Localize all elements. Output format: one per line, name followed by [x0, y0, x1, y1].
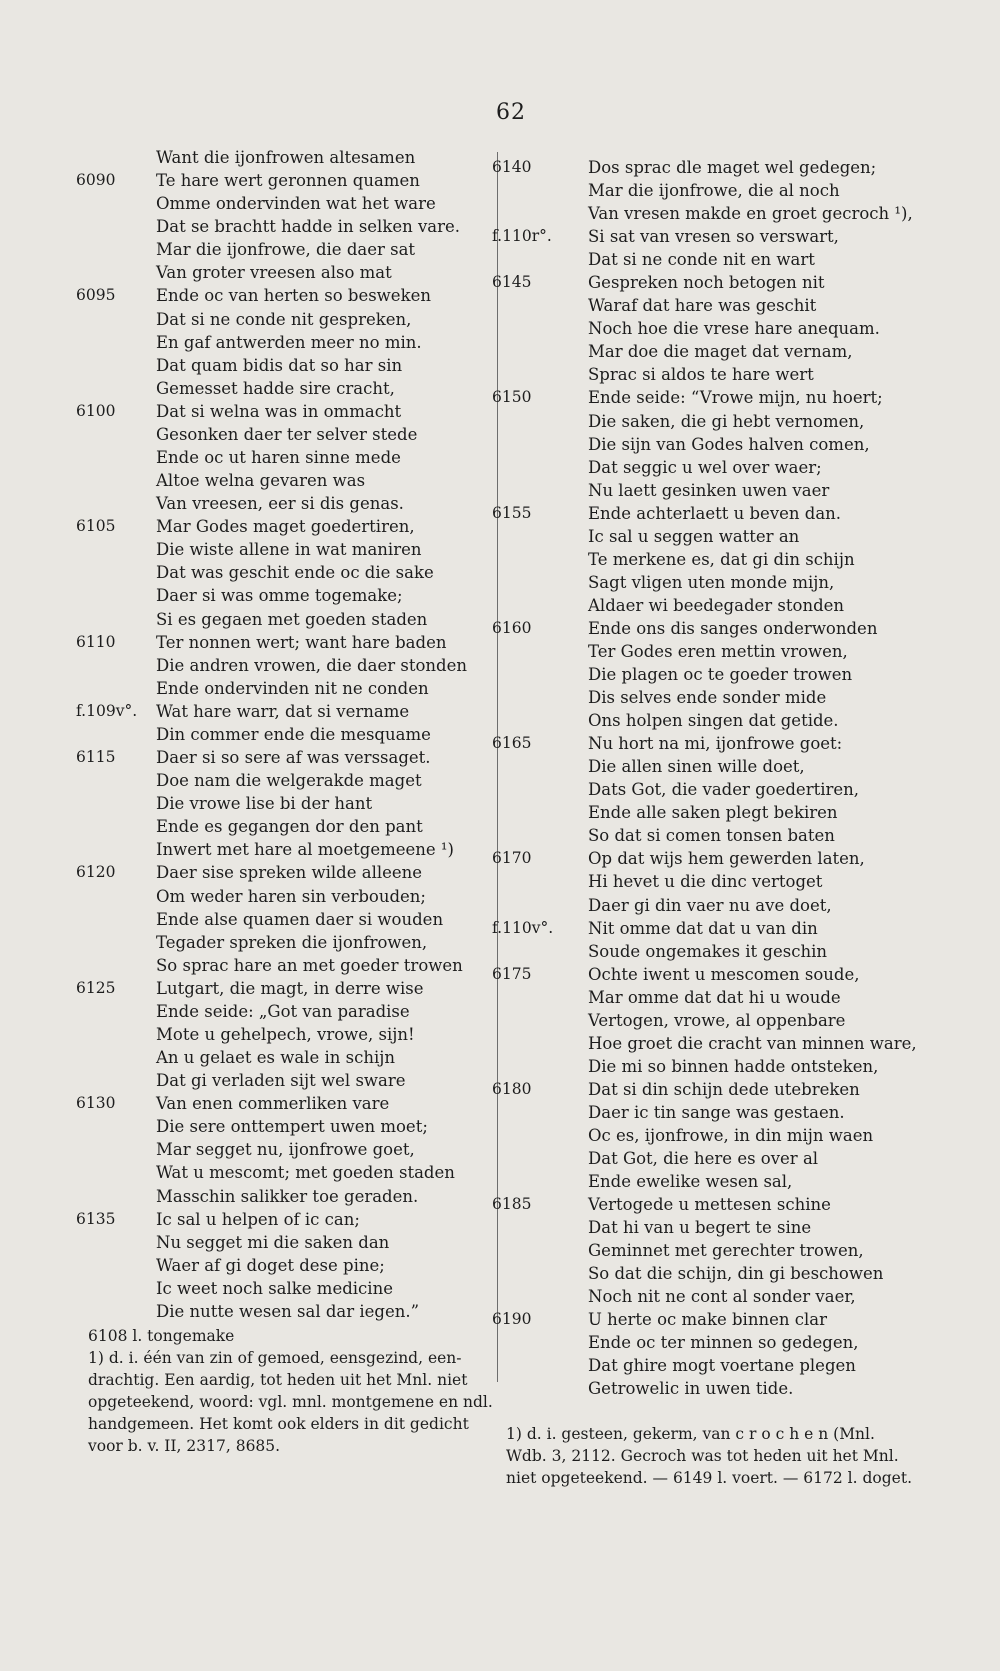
- line-number: 6105: [76, 517, 116, 536]
- verse-line: [492, 1078, 916, 1101]
- footnote-line: Wdb. 3, 2112. Gecroch was tot heden uit het Mnl.: [506, 1447, 899, 1465]
- verse-text: An u gelaet es wale in schijn: [156, 1048, 395, 1068]
- verse-text: Dat se brachtt hadde in selken vare.: [156, 217, 461, 237]
- verse-line: [506, 778, 916, 801]
- verse-text: Mar doe die maget dat vernam,: [588, 342, 853, 362]
- verse-text: Ochte iwent u mescomen soude,: [588, 964, 860, 984]
- verse-text: So sprac hare an met goeder trowen: [156, 955, 463, 975]
- verse-text: Dat hi van u begert te sine: [588, 1218, 812, 1238]
- verse-line: [506, 410, 916, 433]
- verse-text: Wat hare warr, dat si vername: [156, 701, 410, 721]
- verse-line: [506, 1239, 916, 1262]
- verse-text: Die nutte wesen sal dar iegen.”: [156, 1301, 420, 1321]
- verse-line: [88, 1300, 488, 1323]
- verse-text: Die vrowe lise bi der hant: [156, 794, 373, 814]
- verse-line: [88, 192, 488, 215]
- line-number: 6145: [492, 273, 532, 292]
- verse-line: [506, 179, 916, 202]
- verse-line: [506, 317, 916, 340]
- verse-text: Te hare wert geronnen quamen: [156, 171, 420, 191]
- verse-text: Ons holpen singen dat getide.: [588, 711, 839, 731]
- verse-text: Die sere onttempert uwen moet;: [156, 1117, 428, 1137]
- verse-text: Omme ondervinden wat het ware: [156, 194, 436, 214]
- verse-line: [506, 1285, 916, 1308]
- verse-text: Din commer ende die mesquame: [156, 724, 431, 744]
- verse-text: Die plagen oc te goeder trowen: [588, 665, 853, 685]
- verse-line: [76, 1092, 488, 1115]
- verse-line: [76, 631, 488, 654]
- footnote-line: handgemeen. Het komt ook elders in dit gedicht: [88, 1415, 469, 1433]
- verse-line: [88, 815, 488, 838]
- line-number: 6125: [76, 978, 116, 997]
- verse-line: [506, 801, 916, 824]
- verse-line: [506, 248, 916, 271]
- footnotes-right: [506, 1423, 912, 1489]
- line-number: 6190: [492, 1310, 532, 1329]
- verse-text: Lutgart, die magt, in derre wise: [156, 978, 424, 998]
- verse-line: [88, 954, 488, 977]
- verse-line: [506, 824, 916, 847]
- page-number: 62: [496, 100, 526, 125]
- verse-text: Geminnet met gerechter trowen,: [588, 1241, 864, 1261]
- verse-line: [88, 792, 488, 815]
- verse-line: [88, 1254, 488, 1277]
- verse-text: Ter Godes eren mettin vrowen,: [588, 641, 848, 661]
- verse-text: Nu segget mi die saken dan: [156, 1232, 390, 1252]
- verse-text: Dat seggic u wel over waer;: [588, 457, 822, 477]
- line-number: 6110: [76, 632, 116, 651]
- verse-text: Die allen sinen wille doet,: [588, 757, 805, 777]
- verse-text: Dat Got, die here es over al: [588, 1149, 819, 1169]
- verse-text: Mote u gehelpech, vrowe, sijn!: [156, 1024, 415, 1044]
- verse-line: [492, 847, 916, 870]
- line-number: f.110v°.: [492, 918, 554, 937]
- verse-text: Die saken, die gi hebt vernomen,: [588, 411, 865, 431]
- verse-line: [76, 284, 488, 307]
- verse-text: Dats Got, die vader goedertiren,: [588, 780, 860, 800]
- verse-text: Sprac si aldos te hare wert: [588, 365, 814, 385]
- verse-text: Dos sprac dle maget wel gedegen;: [588, 158, 877, 177]
- verse-text: Dat si welna was in ommacht: [156, 401, 402, 421]
- verse-text: Ende alle saken plegt bekiren: [588, 803, 838, 823]
- verse-line: [88, 146, 488, 169]
- verse-line: [88, 1138, 488, 1161]
- verse-text: Ic sal u helpen of ic can;: [156, 1209, 360, 1229]
- verse-text: Want die ijonfrowen altesamen: [156, 148, 416, 167]
- verse-text: Nit omme dat dat u van din: [588, 918, 818, 938]
- verse-text: Ter nonnen wert; want hare baden: [156, 632, 447, 652]
- verse-text: En gaf antwerden meer no min.: [156, 332, 422, 352]
- verse-line: [88, 238, 488, 261]
- verse-line: [506, 986, 916, 1009]
- verse-text: Die andren vrowen, die daer stonden: [156, 655, 467, 675]
- verse-line: [88, 561, 488, 584]
- footnotes-left: [88, 1325, 493, 1457]
- verse-text: So dat die schijn, din gi beschowen: [588, 1264, 884, 1284]
- verse-text: Soude ongemakes it geschin: [588, 941, 828, 961]
- verse-text: Noch hoe die vrese hare anequam.: [588, 319, 880, 339]
- verse-line: [88, 308, 488, 331]
- verse-text: Gesonken daer ter selver stede: [156, 424, 418, 444]
- verse-line: [506, 479, 916, 502]
- verse-line: [506, 1170, 916, 1193]
- verse-text: Om weder haren sin verbouden;: [156, 886, 426, 906]
- verse-text: Die mi so binnen hadde ontsteken,: [588, 1056, 879, 1076]
- verse-text: Wat u mescomt; met goeden staden: [156, 1163, 455, 1183]
- verse-text: Dat was geschit ende oc die sake: [156, 563, 434, 583]
- line-number: 6180: [492, 1079, 532, 1098]
- verse-line: [506, 709, 916, 732]
- line-number: f.109v°.: [76, 701, 138, 720]
- verse-text: Daer ic tin sange was gestaen.: [588, 1102, 845, 1122]
- verse-text: Ende oc van herten so besweken: [156, 286, 431, 306]
- verse-line: [492, 732, 916, 755]
- verse-text: Noch nit ne cont al sonder vaer,: [588, 1287, 856, 1307]
- line-number: 6160: [492, 618, 532, 637]
- verse-text: Oc es, ijonfrowe, in din mijn waen: [588, 1125, 874, 1145]
- line-number: 6140: [492, 158, 532, 176]
- verse-line: [506, 1262, 916, 1285]
- verse-line: [506, 640, 916, 663]
- verse-text: Van groter vreesen also mat: [156, 263, 392, 283]
- line-number: 6150: [492, 388, 532, 407]
- verse-line: [88, 769, 488, 792]
- verse-text: Gespreken noch betogen nit: [588, 273, 825, 293]
- line-number: 6155: [492, 503, 532, 522]
- verse-line: [506, 686, 916, 709]
- verse-line: [506, 1124, 916, 1147]
- footnote-line: 6108 l. tongemake: [88, 1327, 235, 1345]
- verse-line: [506, 1216, 916, 1239]
- verse-text: Dat quam bidis dat so har sin: [156, 355, 403, 375]
- verse-text: Ende es gegangen dor den pant: [156, 817, 423, 837]
- verse-text: Te merkene es, dat gi din schijn: [588, 549, 855, 569]
- verse-line: [88, 723, 488, 746]
- verse-line: [506, 894, 916, 917]
- verse-text: Ende oc ter minnen so gedegen,: [588, 1333, 859, 1353]
- verse-text: Mar omme dat dat hi u woude: [588, 987, 841, 1007]
- verse-line: [76, 977, 488, 1000]
- left-column: [76, 146, 488, 1323]
- line-number: 6095: [76, 286, 116, 305]
- verse-text: Masschin salikker toe geraden.: [156, 1186, 419, 1206]
- verse-line: [88, 1231, 488, 1254]
- verse-line: [506, 1377, 916, 1400]
- verse-line: [492, 156, 916, 179]
- verse-text: Dis selves ende sonder mide: [588, 688, 827, 708]
- verse-line: [76, 746, 488, 769]
- verse-line: [492, 917, 916, 940]
- verse-text: Gemesset hadde sire cracht,: [156, 378, 395, 398]
- verse-line: [88, 1115, 488, 1138]
- verse-text: Si es gegaen met goeden staden: [156, 609, 428, 629]
- verse-line: [492, 617, 916, 640]
- verse-text: Dat gi verladen sijt wel sware: [156, 1071, 406, 1091]
- verse-text: Vertogen, vrowe, al oppenbare: [588, 1010, 846, 1030]
- verse-line: [88, 215, 488, 238]
- verse-line: [88, 584, 488, 607]
- verse-line: [506, 525, 916, 548]
- verse-line: [88, 1161, 488, 1184]
- verse-text: Inwert met hare al moetgemeene ¹): [156, 840, 454, 860]
- verse-text: Van vresen makde en groet gecroch ¹),: [588, 204, 913, 224]
- verse-text: Vertogede u mettesen schine: [588, 1195, 831, 1215]
- verse-text: Op dat wijs hem gewerden laten,: [588, 849, 865, 869]
- verse-text: Ende achterlaett u beven dan.: [588, 503, 842, 523]
- verse-text: Tegader spreken die ijonfrowen,: [156, 932, 428, 952]
- verse-line: [492, 963, 916, 986]
- verse-line: [492, 271, 916, 294]
- verse-line: [88, 538, 488, 561]
- verse-line: [88, 1023, 488, 1046]
- verse-text: Waraf dat hare was geschit: [588, 296, 817, 316]
- verse-line: [506, 340, 916, 363]
- verse-line: [88, 654, 488, 677]
- verse-line: [88, 608, 488, 631]
- verse-line: [506, 1055, 916, 1078]
- verse-text: Ende ewelike wesen sal,: [588, 1172, 793, 1192]
- verse-line: [76, 400, 488, 423]
- verse-line: [506, 294, 916, 317]
- line-number: 6135: [76, 1209, 116, 1228]
- verse-text: Dat si ne conde nit en wart: [588, 250, 815, 270]
- verse-text: Aldaer wi beedegader stonden: [588, 595, 845, 615]
- verse-line: [88, 492, 488, 515]
- verse-line: [76, 169, 488, 192]
- verse-line: [506, 202, 916, 225]
- verse-line: [88, 1069, 488, 1092]
- verse-line: [506, 571, 916, 594]
- verse-text: Mar Godes maget goedertiren,: [156, 517, 415, 537]
- verse-text: Ic sal u seggen watter an: [588, 526, 800, 546]
- verse-text: Die sijn van Godes halven comen,: [588, 434, 870, 454]
- verse-line: [506, 755, 916, 778]
- verse-line: [88, 354, 488, 377]
- verse-text: So dat si comen tonsen baten: [588, 826, 835, 846]
- line-number: 6165: [492, 734, 532, 753]
- verse-line: [88, 446, 488, 469]
- verse-line: [506, 456, 916, 479]
- line-number: 6170: [492, 849, 532, 868]
- verse-line: [506, 433, 916, 456]
- verse-text: Daer sise spreken wilde alleene: [156, 863, 423, 883]
- verse-line: [76, 700, 488, 723]
- verse-text: Dat si ne conde nit gespreken,: [156, 309, 412, 329]
- verse-line: [506, 1009, 916, 1032]
- verse-line: [506, 1331, 916, 1354]
- verse-line: [506, 594, 916, 617]
- verse-text: Nu laett gesinken uwen vaer: [588, 480, 830, 500]
- verse-text: Mar die ijonfrowe, die daer sat: [156, 240, 416, 260]
- verse-line: [506, 363, 916, 386]
- footnote-line: 1) d. i. één van zin of gemoed, eensgezind, een-: [88, 1349, 462, 1367]
- verse-text: Ende ondervinden nit ne conden: [156, 678, 429, 698]
- verse-text: Getrowelic in uwen tide.: [588, 1379, 794, 1399]
- footnote-line: drachtig. Een aardig, tot heden uit het Mnl. niet: [88, 1371, 468, 1389]
- line-number: 6120: [76, 863, 116, 882]
- line-number: 6175: [492, 964, 532, 983]
- verse-line: [492, 502, 916, 525]
- verse-text: Nu hort na mi, ijonfrowe goet:: [588, 734, 843, 754]
- verse-line: [88, 423, 488, 446]
- verse-line: [88, 1277, 488, 1300]
- verse-line: [88, 1185, 488, 1208]
- verse-text: Daer si so sere af was verssaget.: [156, 748, 431, 768]
- footnote-line: 1) d. i. gesteen, gekerm, van c r o c h e n (Mnl.: [506, 1425, 875, 1443]
- verse-text: Waer af gi doget dese pine;: [156, 1255, 385, 1275]
- verse-text: Mar segget nu, ijonfrowe goet,: [156, 1140, 415, 1160]
- verse-line: [88, 931, 488, 954]
- verse-text: Altoe welna gevaren was: [156, 471, 366, 491]
- verse-line: [492, 225, 916, 248]
- verse-line: [88, 1046, 488, 1069]
- verse-text: Die wiste allene in wat maniren: [156, 540, 422, 560]
- verse-line: [492, 386, 916, 409]
- verse-line: [506, 940, 916, 963]
- line-number: 6100: [76, 401, 116, 420]
- verse-line: [506, 870, 916, 893]
- verse-line: [88, 261, 488, 284]
- verse-line: [506, 1101, 916, 1124]
- verse-text: Doe nam die welgerakde maget: [156, 771, 422, 791]
- verse-line: [88, 838, 488, 861]
- verse-line: [88, 1000, 488, 1023]
- verse-text: Daer si was omme togemake;: [156, 586, 403, 606]
- verse-text: Ic weet noch salke medicine: [156, 1278, 393, 1298]
- verse-line: [506, 548, 916, 571]
- verse-text: U herte oc make binnen clar: [588, 1310, 827, 1330]
- verse-text: Ende oc ut haren sinne mede: [156, 448, 401, 468]
- verse-text: Van vreesen, eer si dis genas.: [156, 494, 404, 514]
- verse-text: Ende seide: “Vrowe mijn, nu hoert;: [588, 388, 883, 408]
- verse-line: [506, 1032, 916, 1055]
- line-number: 6090: [76, 171, 116, 190]
- verse-text: Ende seide: „Got van paradise: [156, 1001, 410, 1021]
- verse-line: [88, 908, 488, 931]
- verse-text: Sagt vligen uten monde mijn,: [588, 572, 835, 592]
- line-number: 6130: [76, 1094, 116, 1113]
- verse-line: [88, 377, 488, 400]
- verse-text: Dat ghire mogt voertane plegen: [588, 1356, 856, 1376]
- verse-text: Hoe groet die cracht van minnen ware,: [588, 1033, 917, 1053]
- line-number: 6185: [492, 1195, 532, 1214]
- verse-line: [88, 331, 488, 354]
- verse-line: [88, 677, 488, 700]
- verse-text: Ende ons dis sanges onderwonden: [588, 618, 878, 638]
- line-number: f.110r°.: [492, 227, 552, 246]
- verse-line: [506, 1147, 916, 1170]
- verse-line: [76, 1208, 488, 1231]
- line-number: 6115: [76, 748, 116, 767]
- verse-line: [506, 1354, 916, 1377]
- right-column: [492, 156, 917, 1401]
- verse-line: [492, 1193, 916, 1216]
- verse-text: Dat si din schijn dede utebreken: [588, 1079, 860, 1099]
- footnote-line: niet opgeteekend. — 6149 l. voert. — 6172 l. doget.: [506, 1469, 912, 1487]
- footnote-line: voor b. v. II, 2317, 8685.: [88, 1437, 281, 1455]
- verse-line: [76, 515, 488, 538]
- verse-text: Mar die ijonfrowe, die al noch: [588, 181, 840, 201]
- verse-line: [88, 469, 488, 492]
- verse-line: [492, 1308, 916, 1331]
- verse-text: Van enen commerliken vare: [156, 1094, 390, 1114]
- footnote-line: opgeteekend, woord: vgl. mnl. montgemene en ndl.: [88, 1393, 493, 1411]
- verse-text: Ende alse quamen daer si wouden: [156, 909, 444, 929]
- verse-line: [88, 885, 488, 908]
- verse-text: Daer gi din vaer nu ave doet,: [588, 895, 832, 915]
- verse-text: Si sat van vresen so verswart,: [588, 227, 839, 247]
- verse-text: Hi hevet u die dinc vertoget: [588, 872, 823, 892]
- verse-line: [76, 861, 488, 884]
- verse-line: [506, 663, 916, 686]
